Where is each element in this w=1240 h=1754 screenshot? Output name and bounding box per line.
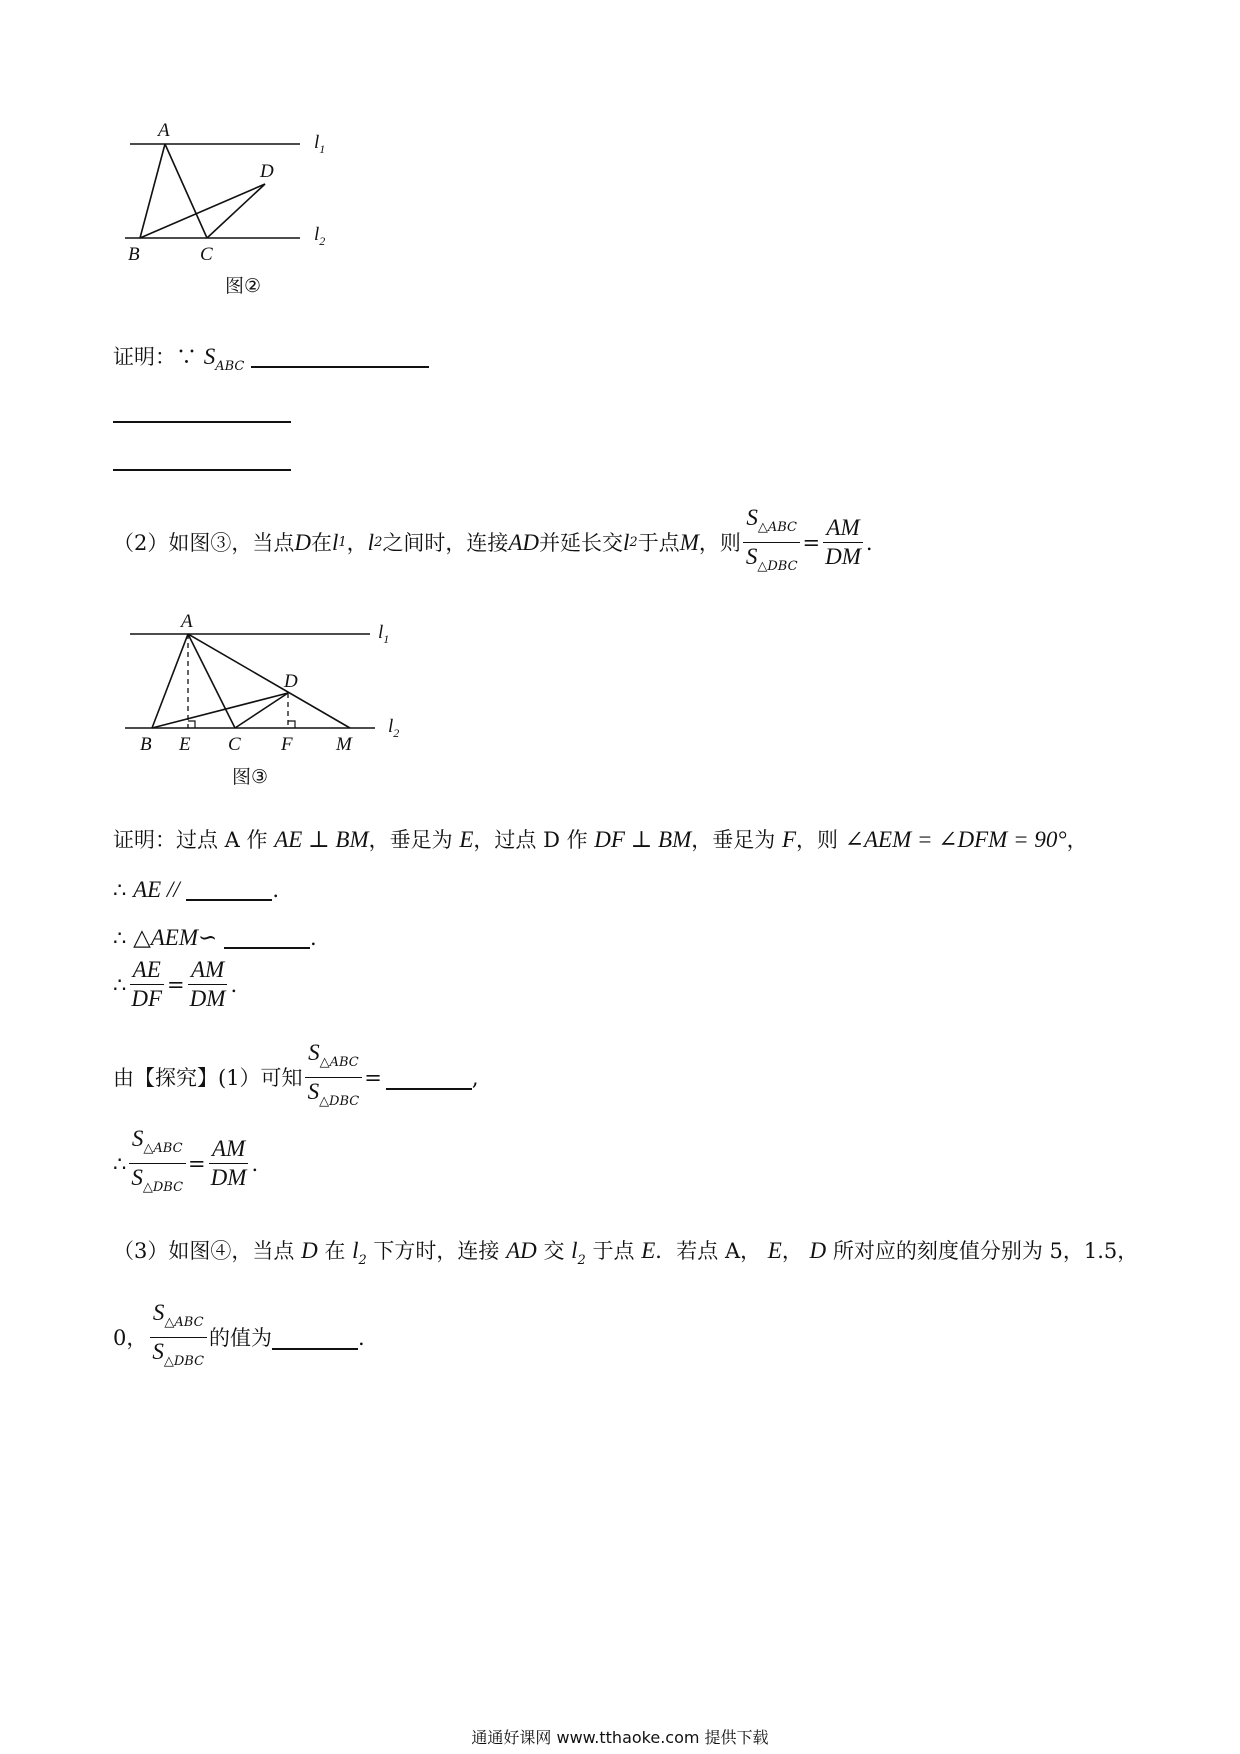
part-3-line-2: 0， $\frac{S_{\triangle ABC}}{S_{\triangle DBC}}$ 的值为 . [113,1300,365,1369]
label-c: C [200,244,213,265]
proof-2-line-6: ∴ $\frac{S_{\triangle ABC}}{S_{\triangle DBC}}$ = $\frac{AM}{DM}$ . [113,1126,259,1195]
answer-blank[interactable] [186,877,272,901]
part-2-statement: （2）如图③，当点 D 在 l 1 ， l 2 之间时，连接 AD 并延长交 l 2 于点 M ，则 $\frac{S_{\triangle ABC}}{S_{\triangle DBC}}$ = $\frac{AM}{DM}$ . [113,505,873,580]
segment-cd [235,693,288,728]
proof-2-line-1: 证明：过点 A 作 AE ⊥ BM，垂足为 E，过点 D 作 DF ⊥ BM，垂足为 F，则 ∠AEM = ∠DFM = 90°， [113,827,1088,852]
label-c: C [228,734,241,755]
answer-blank[interactable] [113,469,291,471]
segment-cd [207,184,265,238]
proof-2-line-4: ∴ $\frac{AE}{DF}$ = $\frac{AM}{DM}$ . [113,957,238,1011]
part-3-line-1: （3）如图④，当点 D 在 $l_2$ 下方时，连接 AD 交 $l_2$ 于点 E．若点 A， E， D 所对应的刻度值分别为 5，1.5， [113,1238,1139,1268]
answer-blank[interactable] [251,344,429,368]
ratio-fraction-am-dm: $\frac{AM}{DM}$ [825,515,861,569]
proof-1-s: S [203,344,216,369]
answer-blank[interactable] [113,421,291,423]
segment-ab [152,634,188,728]
figure-2-caption: 图② [225,275,262,297]
figure-3 [110,607,410,792]
label-l2: $l_2$ [388,716,400,740]
label-l2: $l_2$ [314,224,326,248]
label-d: D [260,161,274,182]
answer-blank[interactable] [272,1326,358,1350]
label-b: B [140,734,152,755]
answer-blank[interactable] [386,1066,472,1090]
label-a: A [181,611,193,632]
segment-bd [140,184,265,238]
proof-1-s-sub: ABC [215,359,245,374]
proof-2-line-3: ∴ △AEM∽ . [113,925,317,950]
answer-blank[interactable] [224,925,310,949]
segment-ab [140,144,165,238]
label-f: F [281,734,293,755]
ratio-fraction: $\frac{S_{\triangle ABC}}{S_{\triangle DBC}}$ [743,505,801,580]
label-m: M [336,734,352,755]
footer: 通通好课网 www.tthaoke.com 提供下载 [471,1728,769,1747]
label-l1: $l_1$ [314,132,326,156]
label-b: B [128,244,140,265]
label-l1: $l_1$ [378,622,390,646]
proof-1-line [113,343,429,381]
right-angle-f [288,721,295,728]
proof-2-line-2: ∴ AE // . [113,877,280,902]
figure-3-caption: 图③ [232,766,269,788]
figure-2 [110,115,370,300]
label-e: E [179,734,191,755]
label-d: D [284,671,298,692]
proof-2-line-5: 由【探究】(1）可知 $\frac{S_{\triangle ABC}}{S_{\triangle DBC}}$ = , [113,1040,479,1109]
proof-1-prefix: 证明：∵ [113,345,197,369]
label-a: A [158,120,170,141]
right-angle-e [188,721,195,728]
